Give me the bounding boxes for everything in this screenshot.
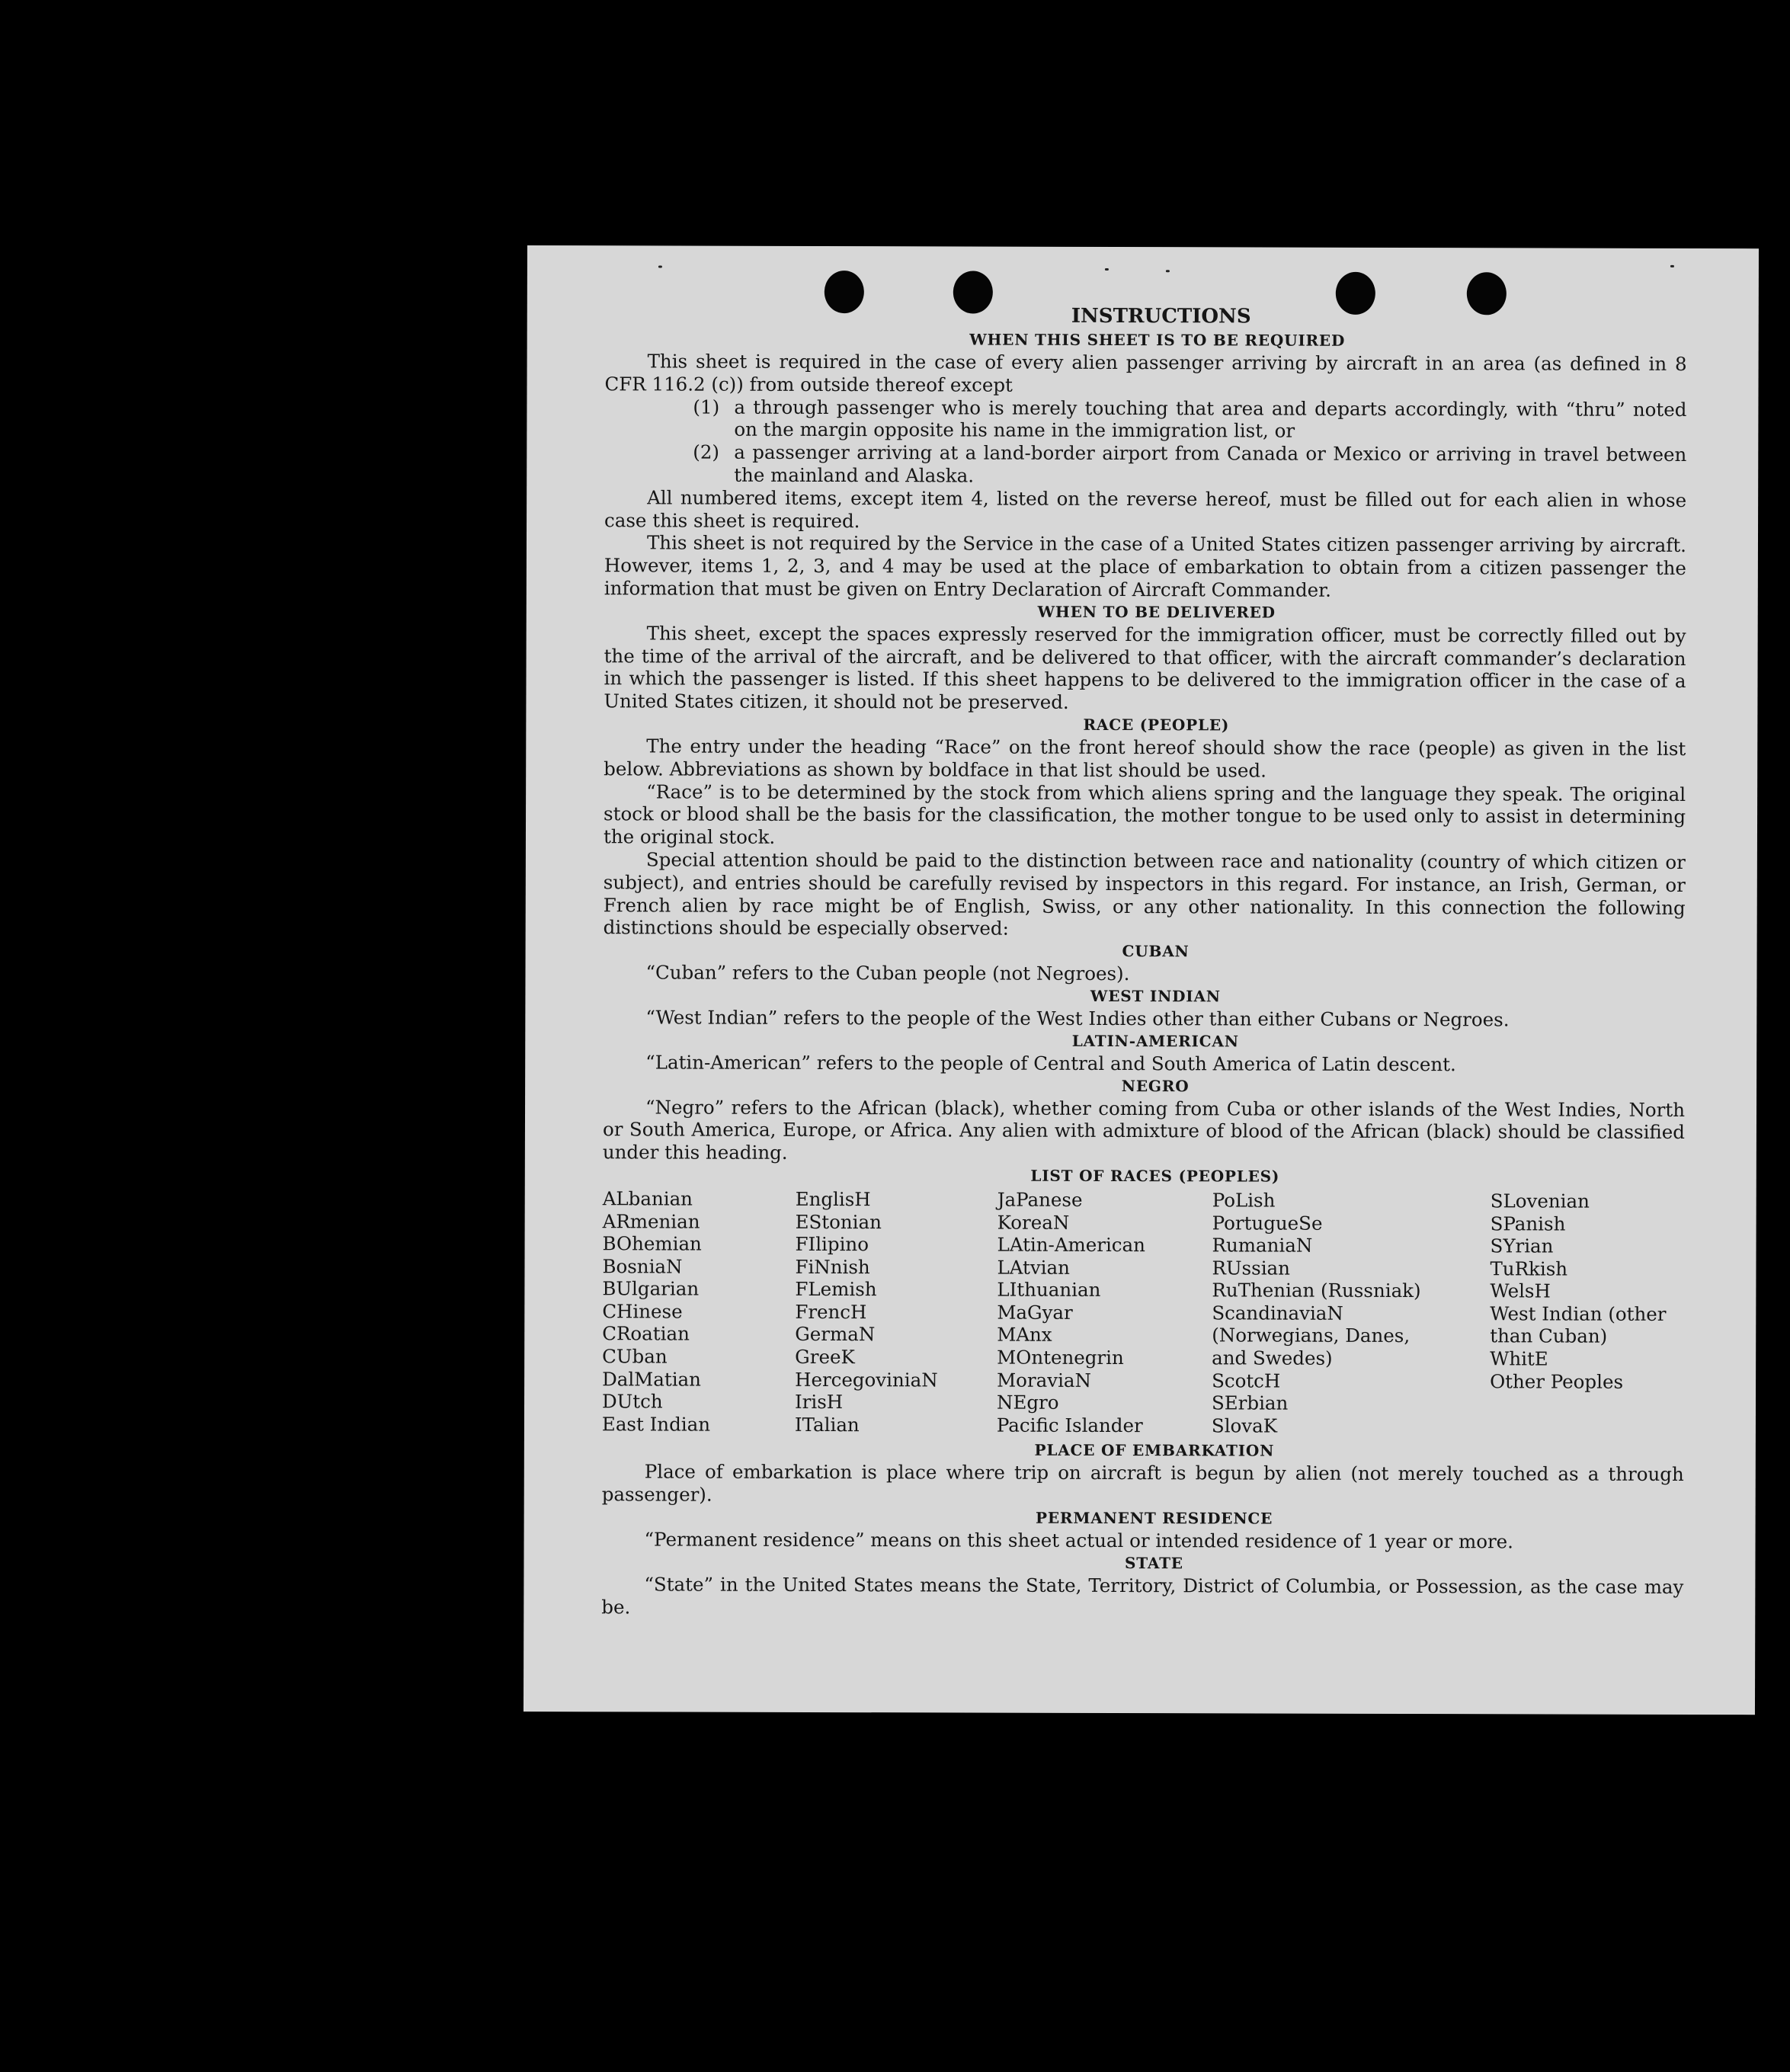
- paragraph: “Negro” refers to the African (black), whether coming from Cuba or other islands of the West Indies, North or South America, Europe, or Africa. Any alien with admixture of blood of the African (black) should be classified under this heading.: [602, 1095, 1686, 1164]
- race-entry: IrisH: [794, 1391, 844, 1414]
- race-entry: ScandinaviaN (Norwegians, Danes, and Swedes): [1212, 1302, 1411, 1369]
- race-column: [1490, 1190, 1689, 1438]
- race-entry: CHinese: [602, 1300, 683, 1323]
- item-number: (1): [693, 396, 720, 418]
- race-entry: CRoatian: [602, 1322, 690, 1346]
- race-entry: WelsH: [1490, 1279, 1551, 1302]
- section-heading: CUBAN: [1122, 942, 1190, 961]
- race-entry: ARmenian: [602, 1209, 700, 1233]
- item-text: a through passenger who is merely touching that area and departs accordingly, with “thru” noted on the margin opposite his name in the immigration list, or: [734, 396, 1687, 443]
- document-sheet: [524, 245, 1759, 1715]
- paragraph: The entry under the heading “Race” on the front hereof should show the race (people) as given in the list below. Abbreviations as shown by boldface in that list should be used.: [604, 735, 1686, 782]
- paragraph: This sheet, except the spaces expressly reserved for the immigration officer, must be correctly filled out by the time of the arrival of the aircraft, and be delivered to that officer, with the aircraft commander’s declaration in which the passenger is listed. If this sheet happens to be delivered to the immigration officer in the case of a United States citizen, it should not be preserved.: [604, 622, 1686, 714]
- paper-speck: [1166, 270, 1170, 272]
- race-entry: ScotcH: [1212, 1369, 1281, 1392]
- race-entry: ALbanian: [602, 1187, 693, 1210]
- paragraph: “Latin-American” refers to the people of Central and South America of Latin descent.: [645, 1051, 1456, 1075]
- paper-speck: [1105, 268, 1109, 271]
- paragraph: “State” in the United States means the State, Territory, District of Columbia, or Possession, as the case may be.: [601, 1573, 1684, 1618]
- paper-speck: [1670, 265, 1674, 267]
- paragraph: “West Indian” refers to the people of the West Indies other than either Cubans or Negroes.: [645, 1006, 1510, 1031]
- section-heading: WHEN THIS SHEET IS TO BE REQUIRED: [969, 330, 1346, 350]
- numbered-item: [604, 440, 1686, 488]
- race-entry: NEgro: [996, 1391, 1059, 1414]
- race-column: [795, 1188, 997, 1436]
- race-entry: GermaN: [795, 1323, 876, 1346]
- race-entry: MAnx: [997, 1324, 1052, 1347]
- item-number: (2): [693, 440, 720, 463]
- race-entry: TuRkish: [1490, 1257, 1568, 1280]
- race-entry: RuThenian (Russniak): [1212, 1279, 1421, 1302]
- paragraph: All numbered items, except item 4, listed on the reverse hereof, must be filled out for each alien in whose case this sheet is required.: [604, 486, 1687, 532]
- race-entry: SErbian: [1211, 1391, 1289, 1414]
- race-entry: CUban: [602, 1345, 668, 1368]
- numbered-item: [604, 396, 1686, 444]
- race-entry: BosniaN: [602, 1254, 683, 1278]
- race-entry: PortugueSe: [1212, 1211, 1323, 1235]
- race-entry: SLovenian: [1490, 1190, 1590, 1212]
- race-entry: JaPanese: [997, 1188, 1083, 1211]
- section-heading: NEGRO: [1121, 1076, 1190, 1095]
- race-entry: RumaniaN: [1212, 1234, 1313, 1257]
- race-entry: FrencH: [795, 1300, 867, 1324]
- section-heading: WHEN TO BE DELIVERED: [1037, 602, 1276, 622]
- race-entry: SPanish: [1490, 1212, 1566, 1235]
- race-entry: SYrian: [1490, 1235, 1554, 1257]
- section-heading: STATE: [1125, 1553, 1183, 1573]
- race-entry: EnglisH: [795, 1187, 871, 1211]
- race-entry: GreeK: [795, 1345, 855, 1369]
- race-entry: West Indian (other than Cuban): [1490, 1302, 1667, 1348]
- paragraph: “Race” is to be determined by the stock from which aliens spring and the language they speak. The original stock or blood shall be the basis for the classification, the mother tongue to be used only to assist in determining the original stock.: [603, 780, 1686, 848]
- race-entry: LAtin-American: [997, 1233, 1145, 1257]
- race-entry: ITalian: [794, 1413, 860, 1436]
- race-entry: BOhemian: [602, 1232, 702, 1255]
- race-entry: MaGyar: [997, 1301, 1073, 1324]
- race-entry: DalMatian: [602, 1367, 702, 1391]
- page-title: INSTRUCTIONS: [1071, 304, 1251, 328]
- race-entry: MoraviaN: [997, 1369, 1092, 1391]
- item-text: a passenger arriving at a land-border airport from Canada or Mexico or arriving in travel between the mainland and Alaska.: [734, 440, 1687, 487]
- race-entry: MOntenegrin: [997, 1346, 1124, 1369]
- section-heading: PLACE OF EMBARKATION: [1034, 1441, 1275, 1461]
- paragraph: Special attention should be paid to the distinction between race and nationality (country of which citizen or subject), and entries should be carefully revised by inspectors in this regard. For instance, an Irish, German, or French alien by race might be of English, Swiss, or any other nationality. In this connection the following distinctions should be especially observed:: [603, 848, 1686, 940]
- race-entry: RUssian: [1212, 1257, 1290, 1279]
- race-entry: HercegoviniaN: [795, 1368, 938, 1391]
- instructions-text: [601, 302, 1687, 1621]
- race-entry: LAtvian: [997, 1256, 1070, 1279]
- race-entry: LIthuanian: [997, 1278, 1101, 1302]
- paragraph: This sheet is required in the case of every alien passenger arriving by aircraft in an area (as defined in 8 CFR 116.2 (c)) from outside thereof except: [604, 350, 1687, 396]
- paper-speck: [658, 265, 662, 267]
- paragraph: Place of embarkation is place where trip on aircraft is begun by alien (not merely touched as a through passenger).: [601, 1460, 1684, 1506]
- race-entry: BUlgarian: [602, 1277, 700, 1300]
- paragraph: “Cuban” refers to the Cuban people (not Negroes).: [645, 961, 1130, 985]
- race-entry: Other Peoples: [1490, 1369, 1624, 1393]
- section-heading: PERMANENT RESIDENCE: [1036, 1508, 1273, 1528]
- section-heading: RACE (PEOPLE): [1083, 715, 1230, 735]
- paragraph: “Permanent residence” means on this sheet actual or intended residence of 1 year or more.: [644, 1528, 1514, 1553]
- race-entry: East Indian: [601, 1413, 711, 1436]
- race-entry: SlovaK: [1211, 1414, 1278, 1437]
- section-heading: WEST INDIAN: [1090, 986, 1221, 1006]
- race-entry: PoLish: [1212, 1189, 1276, 1212]
- race-entry: FLemish: [795, 1278, 877, 1301]
- section-heading: LIST OF RACES (PEOPLES): [1030, 1166, 1280, 1186]
- race-column: [602, 1187, 796, 1436]
- race-entry: FiNnish: [795, 1255, 870, 1278]
- race-entry: DUtch: [601, 1390, 663, 1413]
- race-entry: KoreaN: [997, 1211, 1070, 1234]
- section-heading: LATIN-AMERICAN: [1071, 1031, 1239, 1051]
- race-entry: FIlipino: [795, 1233, 869, 1256]
- race-list: [602, 1187, 1685, 1438]
- race-entry: EStonian: [795, 1210, 882, 1233]
- race-column: [1212, 1189, 1491, 1437]
- race-column: [997, 1189, 1212, 1437]
- race-entry: Pacific Islander: [996, 1414, 1143, 1436]
- race-entry: WhitE: [1490, 1347, 1548, 1370]
- paragraph: This sheet is not required by the Service in the case of a United States citizen passenger arriving by aircraft. However, items 1, 2, 3, and 4 may be used at the place of embarkation to obtain from a citizen passenger the information that must be given on Entry Declaration of Aircraft Commander.: [604, 531, 1687, 601]
